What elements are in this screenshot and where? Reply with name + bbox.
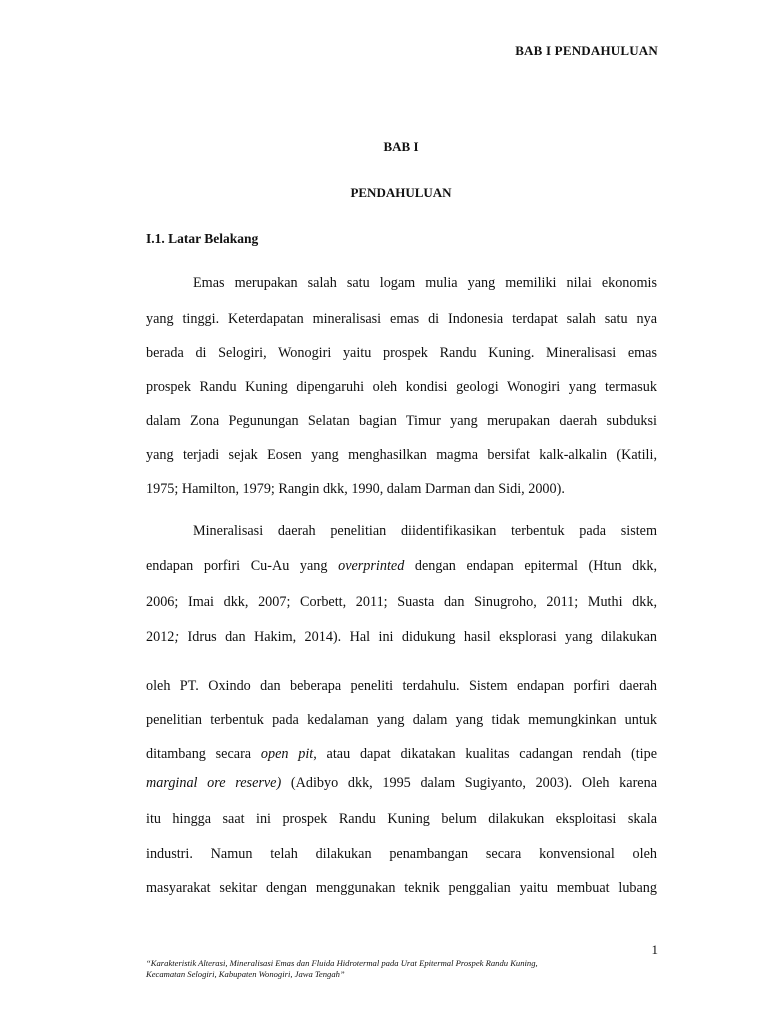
text-run: (Adibyo dkk, 1995 dalam Sugiyanto, 2003). Oleh karena [281, 775, 657, 791]
paragraph2-line: industri. Namun telah dilakukan penambangan secara konvensional oleh [146, 846, 657, 862]
page-number: 1 [651, 942, 658, 957]
text-run: 2012 [146, 629, 175, 645]
chapter-title: PENDAHULUAN [350, 185, 452, 200]
paragraph2-line: oleh PT. Oxindo dan beberapa peneliti terdahulu. Sistem endapan porfiri daerah [146, 678, 657, 694]
text-run: , atau dapat dikatakan kualitas cadangan rendah (tipe [313, 746, 658, 762]
paragraph2-line [146, 557, 657, 575]
paragraph2-line [146, 774, 657, 792]
paragraph1-line: 1975; Hamilton, 1979; Rangin dkk, 1990, dalam Darman dan Sidi, 2000). [146, 481, 565, 497]
italic-term: open pit [260, 746, 314, 762]
paragraph1-line: yang terjadi sejak Eosen yang menghasilkan magma bersifat kalk-alkalin (Katili, [146, 447, 657, 463]
footer-line: “Karakteristik Alterasi, Mineralisasi Emas dan Fluida Hidrotermal pada Urat Epitermal Prospek Randu Kuning, [146, 958, 538, 968]
section-heading: I.1. Latar Belakang [146, 231, 259, 246]
italic-term: overprinted [338, 558, 405, 574]
paragraph2-line: masyarakat sekitar dengan menggunakan teknik penggalian yaitu membuat lubang [146, 880, 657, 896]
paragraph2-line: penelitian terbentuk pada kedalaman yang dalam yang tidak memungkinkan untuk [146, 712, 657, 728]
footer-line: Kecamatan Selogiri, Kabupaten Wonogiri, Jawa Tengah” [146, 969, 345, 979]
footer-thesis-title [146, 958, 666, 980]
chapter-number: BAB I [383, 139, 419, 154]
text-run: Idrus dan Hakim, 2014). Hal ini didukung hasil eksplorasi yang dilakukan [179, 629, 657, 645]
paragraph1-line: prospek Randu Kuning dipengaruhi oleh kondisi geologi Wonogiri yang termasuk [146, 379, 657, 395]
paragraph2-line [146, 628, 657, 646]
paragraph2-line [146, 745, 657, 763]
paragraph1-line: berada di Selogiri, Wonogiri yaitu prospek Randu Kuning. Mineralisasi emas [146, 345, 657, 361]
italic-term: ; [174, 629, 180, 645]
paragraph1-line: yang tinggi. Keterdapatan mineralisasi emas di Indonesia terdapat salah satu nya [146, 311, 657, 327]
paragraph1-line: Emas merupakan salah satu logam mulia yang memiliki nilai ekonomis [193, 275, 657, 291]
running-header: BAB I PENDAHULUAN [515, 43, 658, 58]
text-run: endapan porfiri Cu-Au yang [146, 558, 339, 574]
paragraph2-line: 2006; Imai dkk, 2007; Corbett, 2011; Suasta dan Sinugroho, 2011; Muthi dkk, [146, 594, 657, 610]
paragraph2-line: itu hingga saat ini prospek Randu Kuning belum dilakukan eksploitasi skala [146, 811, 657, 827]
text-run: ditambang secara [146, 746, 261, 762]
text-run: dengan endapan epitermal (Htun dkk, [404, 558, 657, 574]
italic-term: marginal ore reserve) [146, 775, 282, 791]
paragraph2-line: Mineralisasi daerah penelitian diidentifikasikan terbentuk pada sistem [193, 523, 657, 539]
paragraph1-line: dalam Zona Pegunungan Selatan bagian Timur yang merupakan daerah subduksi [146, 413, 657, 429]
